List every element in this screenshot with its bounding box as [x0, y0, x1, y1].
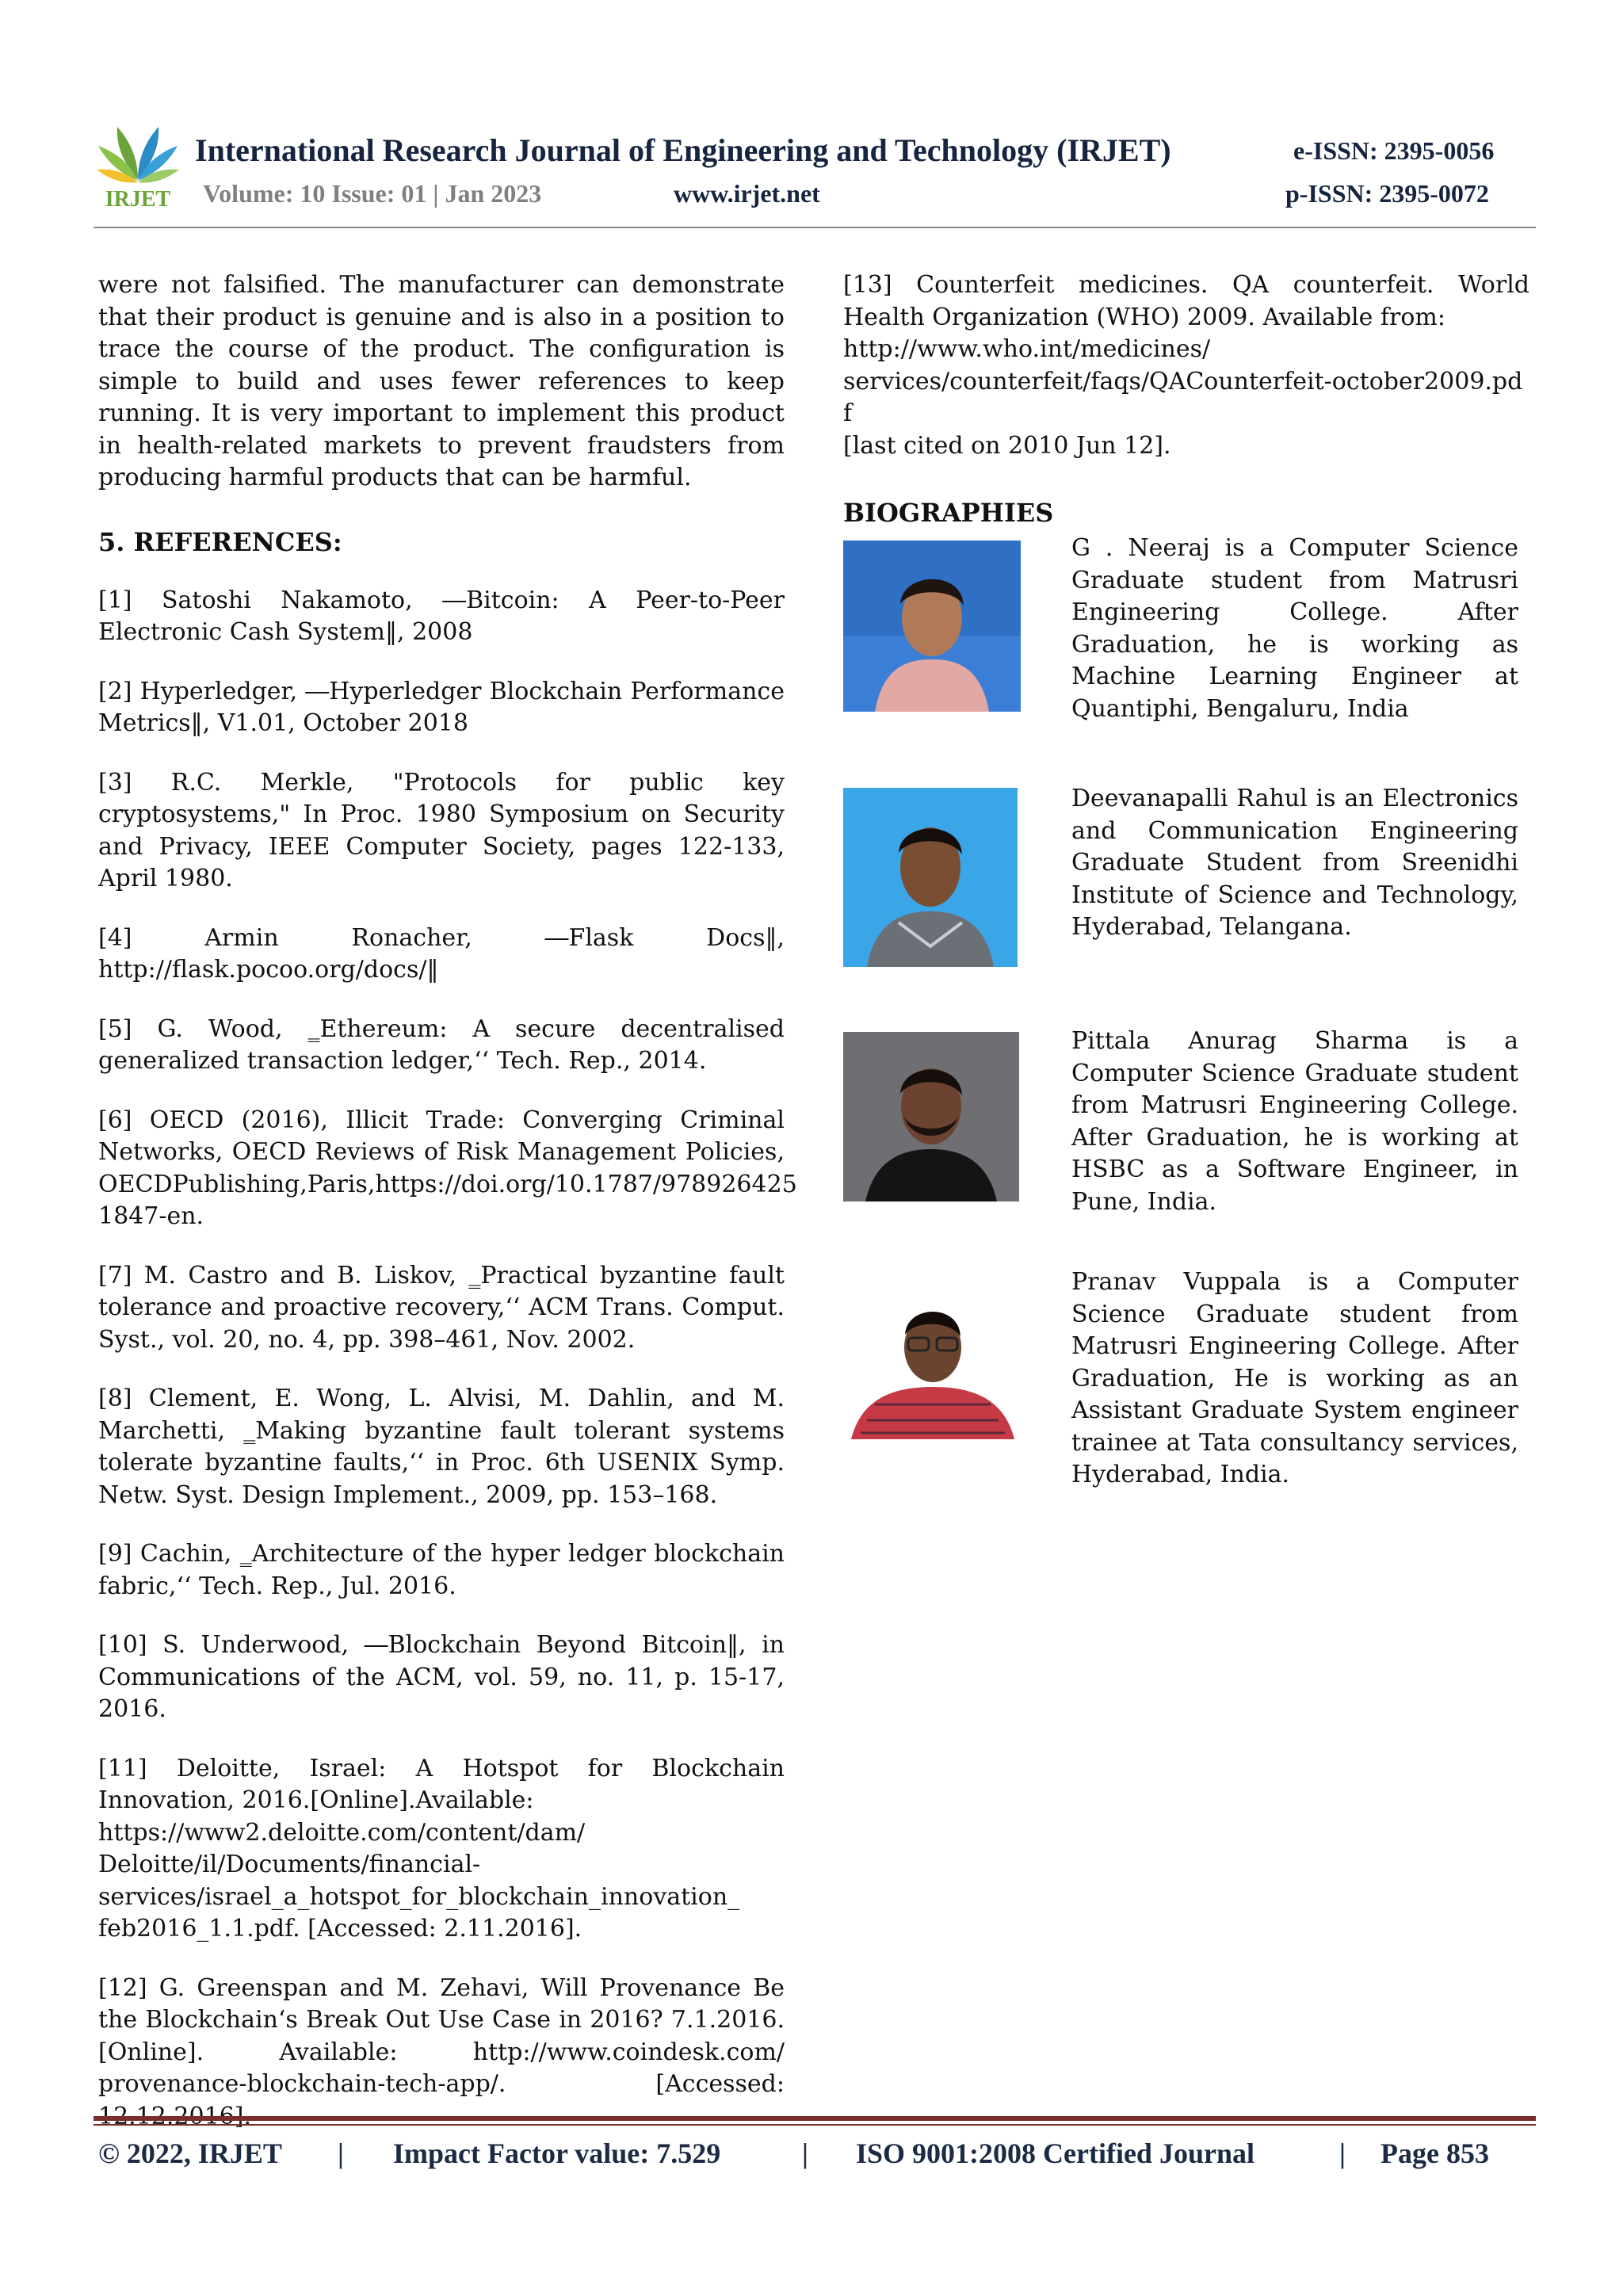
reference-item: [10] S. Underwood, ―Blockchain Beyond Bitcoin‖, in Communications of the ACM, vol. 59, no. 11, p. 15-17, 2016.	[98, 1631, 785, 1723]
footer-iso-certification: ISO 9001:2008 Certified Journal	[856, 2137, 1254, 2169]
reference-url[interactable]: Deloitte/il/Documents/financial-	[98, 1851, 481, 1878]
biography-text: G . Neeraj is a Computer Science Graduate student from Matrusri Engineering College. After Graduation, he is working as Machine Learning Engineer at Quantiphi, Bengaluru, India	[1071, 534, 1518, 723]
footer-copyright: © 2022, IRJET	[98, 2137, 282, 2169]
reference-text: [last cited on 2010 Jun 12].	[843, 431, 1171, 460]
reference-item: [1] Satoshi Nakamoto, ―Bitcoin: A Peer-to-Peer Electronic Cash System‖, 2008	[98, 586, 785, 646]
footer-divider-thin	[94, 2124, 1536, 2126]
reference-item: [3] R.C. Merkle, "Protocols for public key cryptosystems," In Proc. 1980 Symposium on Security and Privacy, IEEE Computer Society, pages 122-133, April 1980.	[98, 768, 785, 892]
reference-url[interactable]: services/israel_a_hotspot_for_blockchain_innovation_	[98, 1882, 740, 1911]
reference-url[interactable]: https://www2.deloitte.com/content/dam/	[98, 1818, 586, 1847]
volume-issue: Volume: 10 Issue: 01 | Jan 2023	[203, 179, 542, 208]
footer-separator: |	[1339, 2137, 1346, 2169]
reference-item: [4] Armin Ronacher, ―Flask Docs‖, http://flask.pocoo.org/docs/‖	[98, 923, 785, 984]
biographies-heading: BIOGRAPHIES	[843, 498, 1054, 528]
footer-separator: |	[338, 2137, 344, 2169]
footer-separator: |	[802, 2137, 808, 2169]
author-photo-pranav	[843, 1286, 1022, 1439]
reference-item: [5] G. Wood, ‗Ethereum: A secure decentralised generalized transaction ledger,‘‘ Tech. Rep., 2014.	[98, 1014, 785, 1075]
footer-divider	[94, 2116, 1536, 2121]
reference-text: [13] Counterfeit medicines. QA counterfeit. World Health Organization (WHO) 2009. Available from:	[843, 271, 1529, 331]
reference-item	[98, 1753, 785, 1946]
reference-url[interactable]: http://www.who.int/medicines/	[843, 335, 1211, 363]
reference-url[interactable]: services/counterfeit/faqs/QACounterfeit-october2009.pdf	[843, 367, 1523, 427]
footer-impact-factor: Impact Factor value: 7.529	[393, 2137, 721, 2169]
footer-page-number: Page 853	[1381, 2137, 1489, 2169]
reference-item: [9] Cachin, ‗Architecture of the hyper ledger blockchain fabric,‘‘ Tech. Rep., Jul. 2016.	[98, 1540, 785, 1600]
right-column	[843, 269, 1529, 529]
reference-item: [6] OECD (2016), Illicit Trade: Converging Criminal Networks, OECD Reviews of Risk Management Policies, OECDPublishing,Paris,https://doi.org/10.1787/978926425 1847-en.	[98, 1106, 797, 1230]
biography-text: Pranav Vuppala is a Computer Science Graduate student from Matrusri Engineering College. After Graduation, He is working as an Assistant Graduate System engineer trainee at Tata consultancy services, Hyderabad, India.	[1071, 1268, 1518, 1488]
reference-item: [8] Clement, E. Wong, L. Alvisi, M. Dahlin, and M. Marchetti, ‗Making byzantine fault tolerant systems tolerate byzantine faults,‘‘ in Proc. 6th USENIX Symp. Netw. Syst. Design Implement., 2009, pp. 153–168.	[98, 1385, 785, 1509]
irjet-logo	[94, 117, 182, 211]
journal-title: International Research Journal of Engineering and Technology (IRJET)	[195, 132, 1171, 168]
conclusion-paragraph: were not falsified. The manufacturer can demonstrate that their product is genuine and is also in a position to trace the course of the product. The configuration is simple to build and uses fewer references to keep running. It is very important to implement this product in health-related markets to prevent fraudsters from producing harmful products that can be harmful.	[98, 271, 785, 491]
biography-text: Pittala Anurag Sharma is a Computer Science Graduate student from Matrusri Engineering College. After Graduation, he is working at HSBC as a Software Engineer, in Pune, India.	[1071, 1027, 1518, 1216]
author-photo-rahul	[843, 788, 1018, 967]
pissn: p-ISSN: 2395-0072	[1285, 179, 1489, 208]
author-photo-anurag	[843, 1032, 1019, 1201]
reference-item: [2] Hyperledger, ―Hyperledger Blockchain Performance Metrics‖, V1.01, October 2018	[98, 677, 785, 737]
logo-text: IRJET	[105, 187, 171, 211]
reference-item: [7] M. Castro and B. Liskov, ‗Practical byzantine fault tolerance and proactive recovery,‘‘ ACM Trans. Comput. Syst., vol. 20, no. 4, pp. 398–461, Nov. 2002.	[98, 1261, 785, 1354]
references-heading: 5. REFERENCES:	[98, 526, 342, 557]
journal-website-link[interactable]: www.irjet.net	[674, 179, 820, 208]
biography-text: Deevanapalli Rahul is an Electronics and Communication Engineering Graduate Student from Sreenidhi Institute of Science and Technology, Hyderabad, Telangana.	[1071, 785, 1518, 941]
author-photo-neeraj	[843, 541, 1021, 712]
eissn: e-ISSN: 2395-0056	[1293, 136, 1495, 165]
reference-url[interactable]: feb2016_1.1.pdf. [Accessed: 2.11.2016].	[98, 1915, 582, 1943]
logo-leaves-icon	[97, 127, 179, 182]
left-column	[98, 269, 797, 2133]
header-divider	[94, 227, 1536, 228]
reference-item: [12] G. Greenspan and M. Zehavi, Will Provenance Be the Blockchain‘s Break Out Use Case in 2016? 7.1.2016. [Online]. Available: http://www.coindesk.com/ provenance-blockchain-tech-app/. [Accessed:	[98, 1973, 785, 2098]
reference-text: [11] Deloitte, Israel: A Hotspot for Blockchain Innovation, 2016.[Online].Available:	[98, 1754, 785, 1814]
